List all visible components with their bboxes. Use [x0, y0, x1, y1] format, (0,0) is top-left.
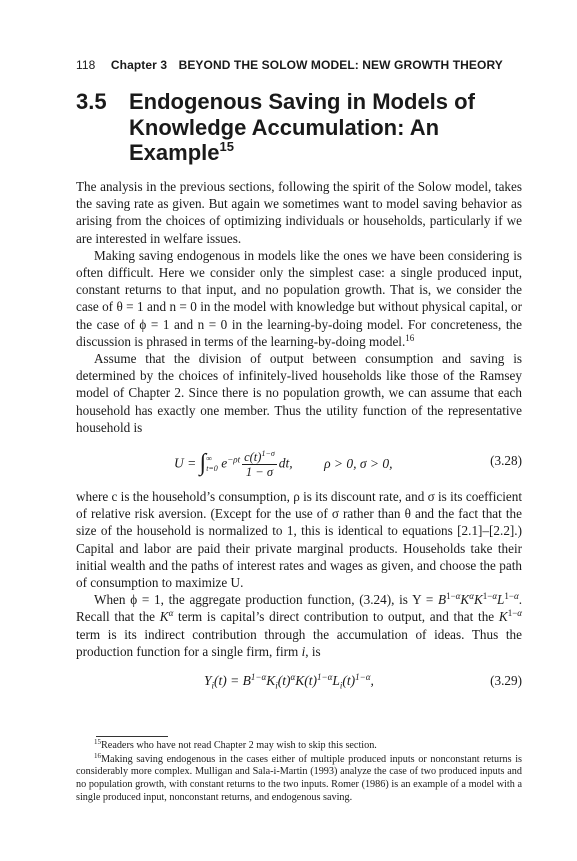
paragraph-4: where c is the household’s consumption, ρ is its discount rate, and σ is its coefficient of relative risk aversion. (Except for the use of σ rather than θ and the fact that the size of the household is normalized to 1, this is identical to equations [2.1]–[2.2].) Capital and labor are paid their private marginal products. Households take their initial wealth and the paths of interest rates and wages as given, and choose the path of consumption to maximize U.	[76, 489, 522, 591]
page-number: 118	[76, 58, 96, 72]
chapter-title: BEYOND THE SOLOW MODEL: NEW GROWTH THEORY	[178, 58, 503, 72]
footnote-ref-16: 16	[405, 332, 415, 343]
paragraph-3: Assume that the division of output between consumption and saving is determined by the choices of infinitely-lived households like those of the Ramsey model of Chapter 2. Since there is no population growth, we can assume that each household has exactly one member. Thus the utility function of the representative household is	[76, 351, 522, 435]
paragraph-2: Making saving endogenous in models like the ones we have been considering is often difficult. Here we consider only the simplest case: a single produced input, constant returns to that input, and no population growth. That is, we consider the case of θ = 1 and n = 0 in the model with knowledge but without physical capital, or the case of ϕ = 1 and n = 0 in the learning-by-doing model. For concreteness, the discussion is phrased in terms of the learning-by-doing model.$^{16}$	[76, 247, 522, 349]
footnote-ref-15: 15	[219, 139, 234, 154]
footnote-16: $^{16}$Making saving endogenous in the cases either of multiple produced inputs or nonconstant returns is considerably more complex. Mulligan and Sala-i-Martin (1993) analyze the case of two produced inputs and no population growth, with constant returns to the two inputs. Romer (1986) is an example of a model with a single produced input, nonconstant returns, and endogenous saving.	[76, 751, 522, 803]
equation-number-3-29: (3.29)	[490, 673, 522, 689]
footnote-divider	[96, 736, 168, 737]
section-number: 3.5	[76, 89, 107, 114]
paragraph-1: The analysis in the previous sections, following the spirit of the Solow model, takes the saving rate as given. But again we sometimes want to model saving behavior as arising from the choices of optimizing individuals or households, particularly if we are interested in welfare issues.	[76, 179, 522, 246]
footnotes	[76, 740, 522, 806]
paragraph-5: When ϕ = 1, the aggregate production function, (3.24), is $Y = B^{1-\alpha}K^\alpha K^{1-\alpha}L^{1-\alpha}$. Recall that the $K^\alpha$ term is capital’s direct contribution to output, and that the $K^{1-\alpha}$ term is its indirect contribution through the accumulation of ideas. Thus the production function for a single firm, firm i, is	[76, 591, 522, 659]
equation-3-28	[76, 440, 522, 486]
equation-3-29	[76, 666, 522, 696]
equation-3-29-math: $Y_i(t) = B^{1-\alpha}K_i(t)^\alpha K(t)^{1-\alpha}L_i(t)^{1-\alpha}$,	[204, 672, 374, 691]
body-text	[76, 178, 522, 696]
section-title: Endogenous Saving in Models of Knowledge Accumulation: An Example$^{15}$	[129, 89, 475, 165]
footnote-15: $^{15}$Readers who have not read Chapter 2 may wish to skip this section.	[94, 738, 377, 751]
equation-number-3-28: (3.28)	[490, 453, 522, 469]
chapter-label: Chapter 3	[110, 58, 168, 72]
equation-3-28-math: U = ∫ ∞ t=0 $e^{-\rho t}$ $\frac{c(t)^{1-\sigma}}{1 - \sigma}$ dt, ρ > 0, σ > 0,	[174, 449, 393, 480]
running-header	[76, 58, 516, 72]
section-heading	[76, 89, 506, 166]
